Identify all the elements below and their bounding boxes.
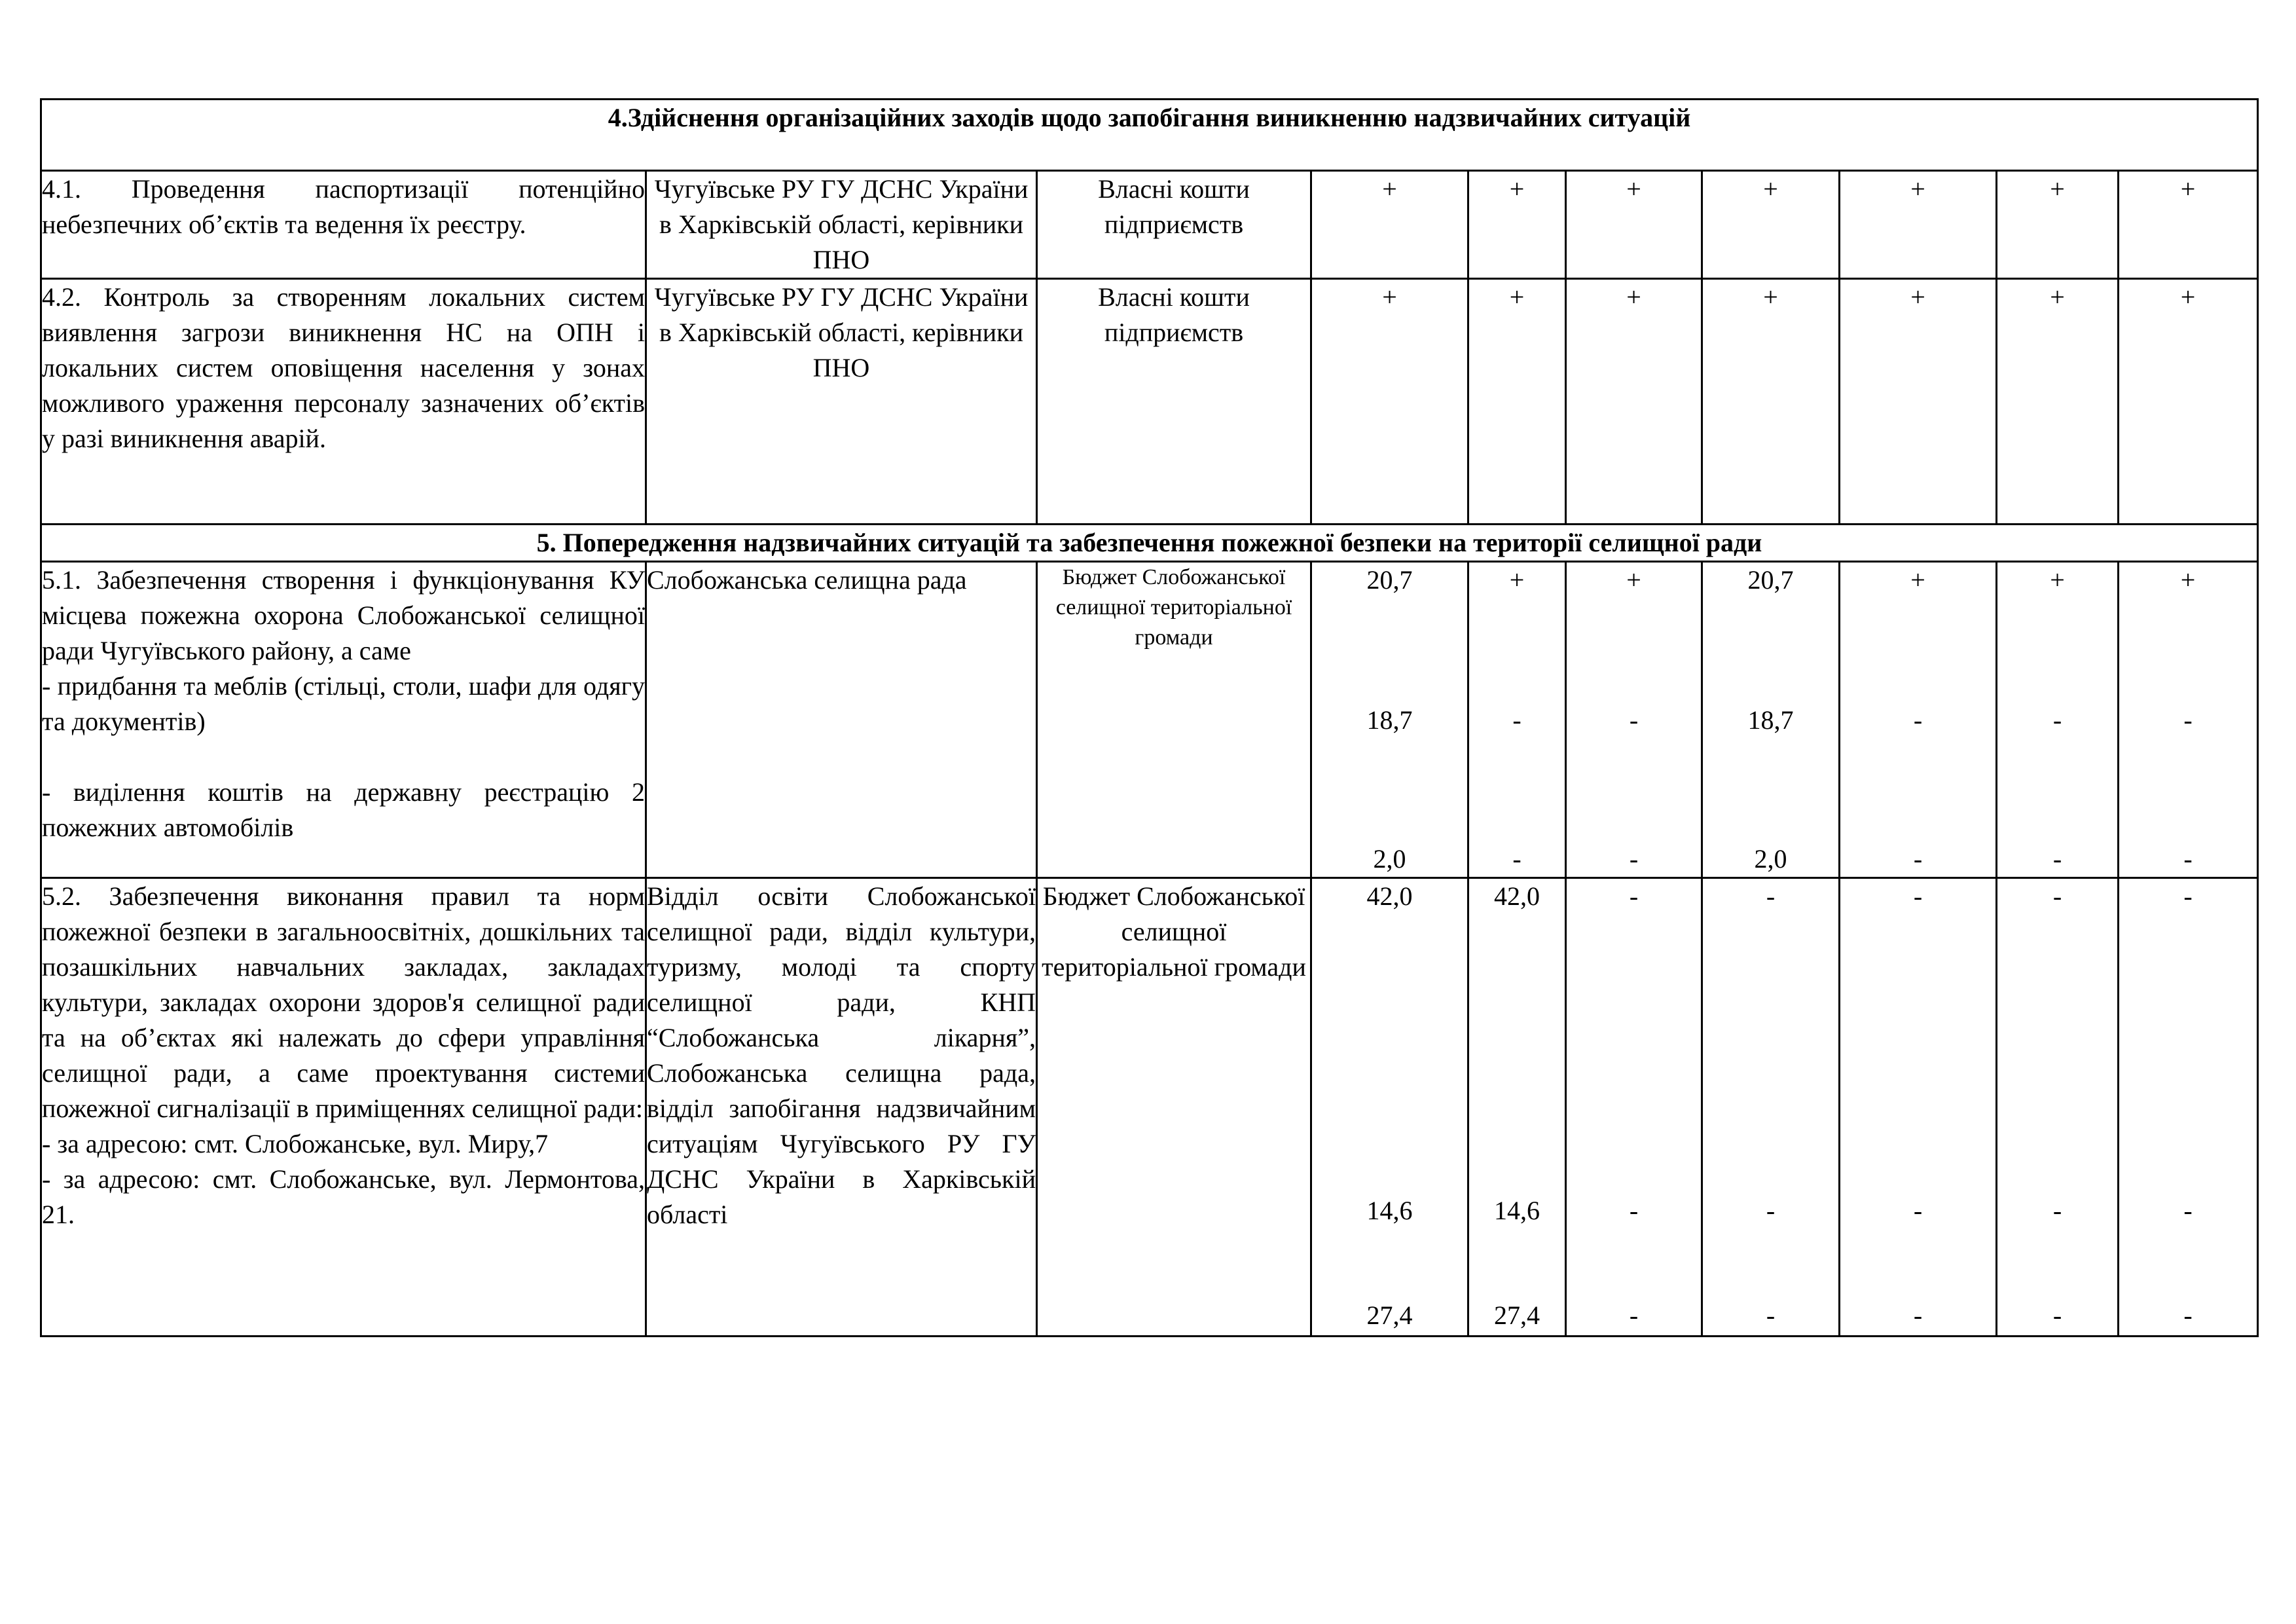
value-cell xyxy=(2119,878,2258,1337)
value-sub1: - xyxy=(2052,1196,2062,1225)
measure-cell xyxy=(41,878,646,1337)
value-main: 20,7 xyxy=(1366,565,1413,595)
section-4-header-row xyxy=(41,100,2258,171)
value-sub1: 14,6 xyxy=(1366,1196,1413,1225)
value-main: 42,0 xyxy=(1366,881,1413,911)
section-5-header-row xyxy=(41,525,2258,562)
value-sub2: 27,4 xyxy=(1366,1301,1413,1330)
value-main: + xyxy=(1626,565,1641,595)
value-sub2: - xyxy=(1512,844,1522,874)
value-main: 42,0 xyxy=(1494,881,1540,911)
value-sub2: - xyxy=(2183,844,2193,874)
value-cell: + xyxy=(2119,171,2258,279)
executor-cell: Відділ освіти Слобожанської селищної ради, відділ культури, туризму, молоді та спорту селищної ради, КНП “Слобожанська лікарня”, Слобожанська селищна рада, відділ запобігання надзвичайним ситуаціям Чугуївського РУ ГУ ДСНС України в Харківській області xyxy=(646,878,1037,1337)
value-sub1: - xyxy=(1629,1196,1639,1225)
measures-table xyxy=(40,98,2259,1337)
value-cell: + xyxy=(1702,171,1840,279)
measure-main-text: 5.1. Забезпечення створення і функціонування КУ місцева пожежна охорона Слобожанської селищної ради Чугуївського району, а саме xyxy=(42,565,645,665)
value-cell: + xyxy=(1468,171,1566,279)
section-4-title: 4.Здійснення організаційних заходів щодо запобігання виникненню надзвичайних ситуацій xyxy=(41,100,2258,171)
value-sub2: - xyxy=(1913,1301,1923,1330)
value-sub1: - xyxy=(1913,705,1923,735)
executor-cell: Чугуївське РУ ГУ ДСНС України в Харківській області, керівники ПНО xyxy=(646,171,1037,279)
measure-cell: 4.1. Проведення паспортизації потенційно небезпечних об’єктів та ведення їх реєстру. xyxy=(41,171,646,279)
value-cell: + xyxy=(1311,171,1468,279)
value-main: + xyxy=(1509,565,1525,595)
value-cell xyxy=(1840,562,1997,878)
value-sub1: - xyxy=(1629,705,1639,735)
value-cell: + xyxy=(1840,171,1997,279)
measure-main-text: 5.2. Забезпечення виконання правил та норм пожежної безпеки в загальноосвітніх, дошкільних та позашкільних навчальних закладах, закладах культури, закладах охорони здоров'я селищної ради та на об’єктах які належать до сфери управління селищної ради, а саме проектування системи пожежної сигналізації в приміщеннях селищної ради: xyxy=(42,881,645,1123)
value-cell: + xyxy=(1566,171,1702,279)
value-cell: + xyxy=(1997,279,2119,525)
section-5-title: 5. Попередження надзвичайних ситуацій та забезпечення пожежної безпеки на території селищної ради xyxy=(41,525,2258,562)
value-sub2: - xyxy=(2052,1301,2062,1330)
value-sub2: - xyxy=(1766,1301,1776,1330)
value-sub1: 14,6 xyxy=(1494,1196,1540,1225)
measure-cell xyxy=(41,562,646,878)
value-cell xyxy=(1566,562,1702,878)
table-row xyxy=(41,171,2258,279)
measure-sub-item: - за адресою: смт. Слобожанське, вул. Лермонтова, 21. xyxy=(42,1164,645,1229)
value-cell xyxy=(1997,562,2119,878)
executor-cell: Чугуївське РУ ГУ ДСНС України в Харківській області, керівники ПНО xyxy=(646,279,1037,525)
value-main: + xyxy=(1910,565,1925,595)
value-cell: + xyxy=(1997,171,2119,279)
measure-sub-item: - придбання та меблів (стільці, столи, шафи для одягу та документів) xyxy=(42,671,645,736)
executor-cell: Слобожанська селищна рада xyxy=(646,562,1037,878)
funding-source-cell: Власні кошти підприємств xyxy=(1037,279,1311,525)
value-cell xyxy=(1468,562,1566,878)
value-sub1: - xyxy=(2183,705,2193,735)
value-sub1: - xyxy=(1766,1196,1776,1225)
funding-source-cell: Власні кошти підприємств xyxy=(1037,171,1311,279)
value-sub2: - xyxy=(2052,844,2062,874)
value-main: - xyxy=(2183,881,2193,911)
value-cell xyxy=(1702,562,1840,878)
value-cell: + xyxy=(1566,279,1702,525)
value-sub1: 18,7 xyxy=(1366,705,1413,735)
value-cell xyxy=(1997,878,2119,1337)
value-cell xyxy=(1311,878,1468,1337)
table-row xyxy=(41,279,2258,525)
value-cell xyxy=(1311,562,1468,878)
measure-sub-item: - за адресою: смт. Слобожанське, вул. Миру,7 xyxy=(42,1129,549,1158)
value-main: 20,7 xyxy=(1747,565,1794,595)
value-main: - xyxy=(1766,881,1776,911)
spacer xyxy=(42,739,645,775)
value-cell: + xyxy=(1468,279,1566,525)
value-cell: + xyxy=(1840,279,1997,525)
funding-source-cell: Бюджет Слобожанської селищної територіальної громади xyxy=(1037,878,1311,1337)
value-cell xyxy=(1468,878,1566,1337)
value-cell: + xyxy=(2119,279,2258,525)
value-sub1: - xyxy=(2183,1196,2193,1225)
value-sub1: - xyxy=(2052,705,2062,735)
value-sub1: 18,7 xyxy=(1747,705,1794,735)
value-main: - xyxy=(1629,881,1639,911)
value-sub2: 2,0 xyxy=(1373,844,1406,874)
measure-cell: 4.2. Контроль за створенням локальних систем виявлення загрози виникнення НС на ОПН і локальних систем оповіщення населення у зонах можливого ураження персоналу зазначених об’єктів у разі виникнення аварій. xyxy=(41,279,646,525)
value-sub1: - xyxy=(1512,705,1522,735)
table-row xyxy=(41,878,2258,1337)
value-sub1: - xyxy=(1913,1196,1923,1225)
value-main: + xyxy=(2050,565,2065,595)
measure-sub-item: - виділення коштів на державну реєстрацію 2 пожежних автомобілів xyxy=(42,777,645,842)
value-cell: + xyxy=(1311,279,1468,525)
value-sub2: - xyxy=(1913,844,1923,874)
funding-source-cell: Бюджет Слобожанської селищної територіальної громади xyxy=(1037,562,1311,878)
value-cell: + xyxy=(1702,279,1840,525)
table-row xyxy=(41,562,2258,878)
value-cell xyxy=(1840,878,1997,1337)
value-sub2: 27,4 xyxy=(1494,1301,1540,1330)
value-sub2: 2,0 xyxy=(1754,844,1787,874)
value-sub2: - xyxy=(2183,1301,2193,1330)
value-cell xyxy=(1702,878,1840,1337)
value-main: - xyxy=(1913,881,1923,911)
value-sub2: - xyxy=(1629,1301,1639,1330)
value-main: + xyxy=(2180,565,2196,595)
value-cell xyxy=(2119,562,2258,878)
value-cell xyxy=(1566,878,1702,1337)
value-main: - xyxy=(2052,881,2062,911)
value-sub2: - xyxy=(1629,844,1639,874)
